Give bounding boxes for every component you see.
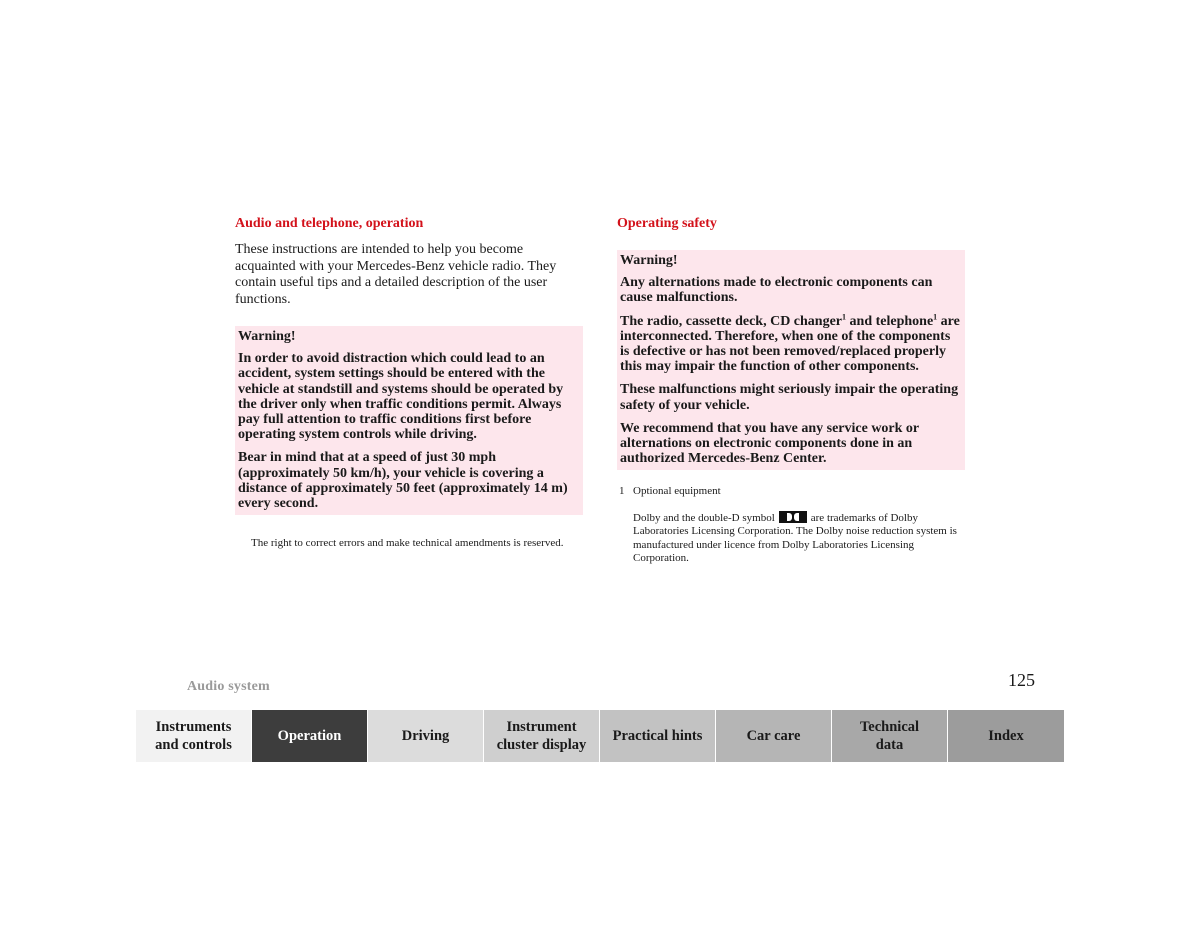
warning-text: and telephone xyxy=(846,313,934,329)
dolby-double-d-icon xyxy=(779,511,807,523)
nav-tab-instrument-cluster-display[interactable] xyxy=(484,710,600,762)
nav-tab-label: Instruments xyxy=(155,719,232,735)
nav-tab-label: data xyxy=(875,737,904,753)
nav-tab-label: and controls xyxy=(155,737,232,753)
nav-tab-label: Technical xyxy=(859,719,920,735)
footnote xyxy=(617,485,965,499)
warning-box-distraction xyxy=(235,326,583,515)
nav-tab-index[interactable] xyxy=(948,710,1064,762)
warning-box-electronics xyxy=(617,250,965,470)
warning-title: Warning! xyxy=(238,329,296,344)
section-label: Audio system xyxy=(187,679,270,694)
nav-tab-label: Index xyxy=(988,728,1024,744)
warning-text: are interconnected. Therefore, when one of the components is defective or has not been removed/replaced properly this may impair the function of other components. xyxy=(620,313,960,375)
dolby-text: Dolby and the double-D symbol xyxy=(633,511,775,524)
nav-tab-practical-hints[interactable] xyxy=(600,710,716,762)
nav-tab-label: Driving xyxy=(401,728,450,744)
amendments-note: The right to correct errors and make technical amendments is reserved. xyxy=(251,537,564,550)
footnote-number: 1 xyxy=(619,485,625,498)
section-heading-audio-telephone: Audio and telephone, operation xyxy=(235,216,424,231)
chapter-navigation xyxy=(136,710,1064,762)
nav-tab-label: Operation xyxy=(277,728,342,744)
warning-paragraph: In order to avoid distraction which could lead to an accident, system settings should be entered with the vehicle at standstill and systems should be operated by the driver only when traffic conditions permit. Always pay full attention to traffic conditions first before operating system controls while driving. xyxy=(238,351,564,443)
warning-paragraph xyxy=(620,311,960,375)
nav-tab-instruments-and-controls[interactable] xyxy=(136,710,252,762)
nav-tab-operation[interactable] xyxy=(252,710,368,762)
nav-tab-label: Car care xyxy=(746,728,801,744)
warning-paragraph: Bear in mind that at a speed of just 30 mph (approximately 50 km/h), your vehicle is covering a distance of approximately 50 feet (approximately 14 m) every second. xyxy=(238,450,568,512)
footnote-text: Optional equipment xyxy=(633,485,721,498)
warning-paragraph: We recommend that you have any service work or alternations on electronic components done in an authorized Mercedes-Benz Center. xyxy=(620,420,919,467)
footnote-marker: 1 xyxy=(933,311,938,321)
nav-tab-label: cluster display xyxy=(496,737,587,753)
right-column xyxy=(617,214,965,566)
footnote-marker: 1 xyxy=(842,311,847,321)
intro-paragraph: These instructions are intended to help you become acquainted with your Mercedes-Benz vehicle radio. They contain useful tips and a detailed description of the user functions. xyxy=(235,242,557,307)
warning-paragraph: These malfunctions might seriously impair the operating safety of your vehicle. xyxy=(620,382,959,413)
warning-title: Warning! xyxy=(620,253,678,268)
left-column xyxy=(235,214,583,550)
nav-tab-label: Instrument xyxy=(506,719,577,735)
section-heading-operating-safety: Operating safety xyxy=(617,216,717,231)
nav-tab-label: Practical hints xyxy=(612,728,703,744)
warning-paragraph: Any alternations made to electronic components can cause malfunctions. xyxy=(620,275,933,306)
nav-tab-technical-data[interactable] xyxy=(832,710,948,762)
warning-text: The radio, cassette deck, CD changer xyxy=(620,313,843,329)
dolby-text: are trademarks of Dolby Laboratories Licensing Corporation. The Dolby noise reduction system is manufactured under licence from Dolby Laboratories Licensing Corporation. xyxy=(633,511,957,565)
dolby-trademark-note xyxy=(633,512,965,566)
nav-tab-car-care[interactable] xyxy=(716,710,832,762)
page-number: 125 xyxy=(1008,670,1035,690)
nav-tab-driving[interactable] xyxy=(368,710,484,762)
